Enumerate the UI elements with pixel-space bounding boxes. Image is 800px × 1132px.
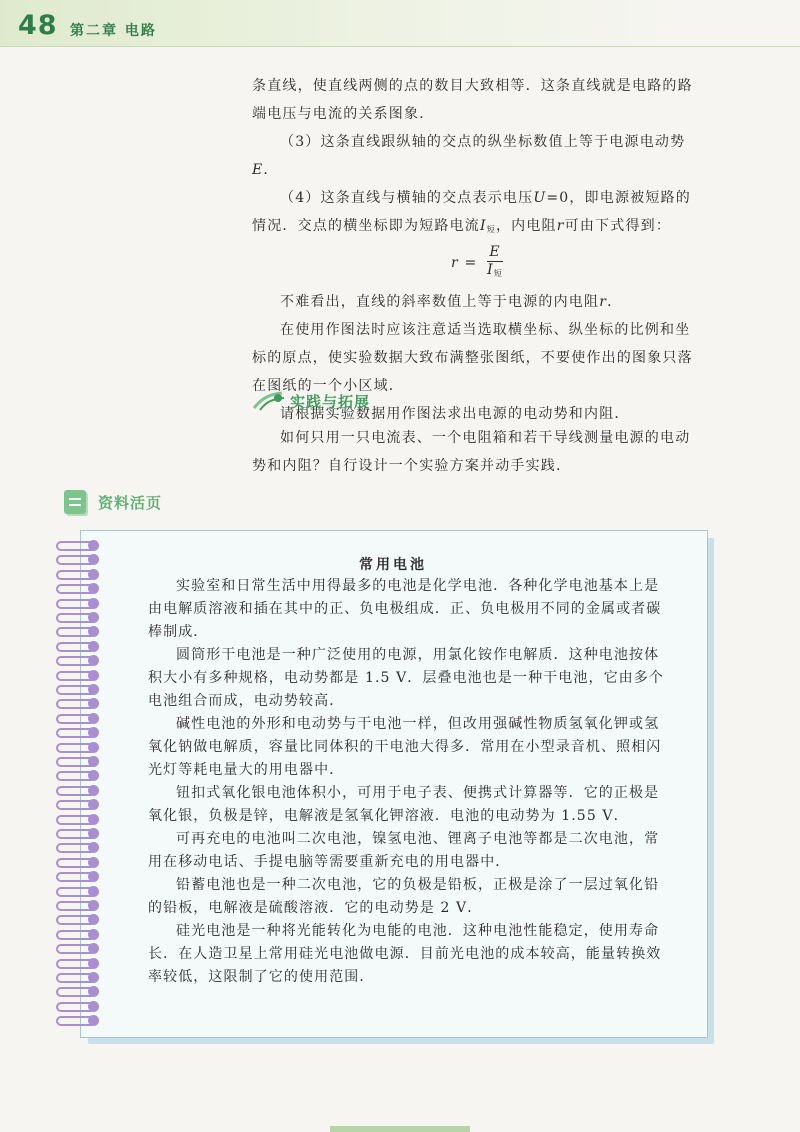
symbol-u: U <box>533 190 547 206</box>
spiral-ring <box>54 770 100 782</box>
page-number: 48 <box>18 10 58 41</box>
text-span: （4）这条直线与横轴的交点表示电压 <box>280 190 534 206</box>
practice-header <box>252 388 370 414</box>
spiral-ring <box>54 958 100 970</box>
den-symbol: I <box>487 262 494 278</box>
note-paragraph: 实验室和日常生活中用得最多的电池是化学电池．各种化学电池基本上是由电解质溶液和插在其中的正、负电极组成．正、负电极用不同的金属或者碳棒制成． <box>148 578 662 640</box>
note-paragraph: 碱性电池的外形和电动势与干电池一样，但改用强碱性物质氢氧化钾或氢氧化钠做电解质，容量比同体积的干电池大得多．常用在小型录音机、照相闪光灯等耗电量大的用电器中． <box>148 716 662 778</box>
note-paragraph: 硅光电池是一种将光能转化为电能的电池．这种电池性能稳定，使用寿命长．在人造卫星上常用硅光电池做电源．目前光电池的成本较高，能量转换效率较低，这限制了它的使用范围． <box>148 923 662 985</box>
spiral-ring <box>54 727 100 739</box>
practice-title: 实践与拓展 <box>290 392 371 411</box>
practice-paragraph: 如何只用一只电流表、一个电阻箱和若干导线测量电源的电动势和内阻？自行设计一个实验方案并动手实践． <box>252 430 691 474</box>
formula-fraction <box>487 244 503 282</box>
symbol-e: E <box>252 162 264 178</box>
spiral-ring <box>54 655 100 667</box>
spiral-ring <box>54 972 100 984</box>
spiral-ring <box>54 828 100 840</box>
page-header <box>0 0 800 47</box>
spiral-ring <box>54 598 100 610</box>
note-paragraph: 可再充电的电池叫二次电池，镍氢电池、锂离子电池等都是二次电池，常用在移动电话、手提电脑等需要重新充电的用电器中． <box>148 831 660 870</box>
main-text <box>252 72 702 428</box>
spiral-ring <box>54 742 100 754</box>
paragraph-1: 条直线，使直线两侧的点的数目大致相等．这条直线就是电路的路端电压与电流的关系图象． <box>252 78 693 122</box>
text-span: ． <box>607 294 623 310</box>
spiral-ring <box>54 886 100 898</box>
spiral-ring <box>54 698 100 710</box>
paragraph-4 <box>252 288 702 316</box>
note-paragraph: 钮扣式氧化银电池体积小，可用于电子表、便携式计算器等．它的正极是氧化银，负极是锌，电解液是氢氧化钾溶液．电池的电动势为 1.55 V． <box>148 785 660 824</box>
subscript: 短 <box>486 225 496 234</box>
symbol-r: r <box>599 294 608 310</box>
spiral-ring <box>54 641 100 653</box>
formula-denominator <box>487 262 503 282</box>
spiral-binding <box>54 540 100 1030</box>
spiral-ring <box>54 943 100 955</box>
spiral-ring <box>54 857 100 869</box>
spiral-ring <box>54 583 100 595</box>
info-header <box>64 490 162 514</box>
text-span: =0，即电源被短路的情况．交点的横坐标即为短路电流 <box>252 190 691 234</box>
note-paragraph: 圆筒形干电池是一种广泛使用的电源，用氯化铵作电解质．这种电池按体积大小有多种规格，电动势都是 1.5 V．层叠电池也是一种干电池，它由多个电池组合而成，电动势较高． <box>148 647 664 709</box>
formula <box>252 244 702 288</box>
spiral-ring <box>54 756 100 768</box>
note-paragraph: 铅蓄电池也是一种二次电池，它的负极是铅板，正极是涂了一层过氧化铅的铅板，电解液是硫酸溶液．它的电动势是 2 V． <box>148 877 660 916</box>
symbol-r: r <box>556 218 565 234</box>
paragraph-6: 请根据实验数据用作图法求出电源的电动势和内阻． <box>280 406 630 422</box>
practice-icon <box>252 390 286 412</box>
spiral-ring <box>54 842 100 854</box>
info-title: 资料活页 <box>98 493 163 512</box>
spiral-ring <box>54 713 100 725</box>
spiral-ring <box>54 670 100 682</box>
text-span: （3）这条直线跟纵轴的交点的纵坐标数值上等于电源电动势 <box>280 134 686 150</box>
spiral-ring <box>54 929 100 941</box>
spiral-ring <box>54 540 100 552</box>
note-body <box>148 575 666 989</box>
spiral-ring <box>54 799 100 811</box>
spiral-ring <box>54 1001 100 1013</box>
symbol-i: I <box>480 218 487 234</box>
formula-numerator: E <box>487 244 503 262</box>
text-span: ，内电阻 <box>495 218 557 234</box>
text-span: 不难看出，直线的斜率数值上等于电源的内电阻 <box>280 294 600 310</box>
spiral-ring <box>54 684 100 696</box>
formula-lhs: r = <box>450 255 478 271</box>
paragraph-2 <box>252 128 702 184</box>
spiral-ring <box>54 785 100 797</box>
spiral-ring <box>54 612 100 624</box>
spiral-ring <box>54 814 100 826</box>
den-subscript: 短 <box>493 269 504 278</box>
bottom-strip <box>330 1126 470 1132</box>
chapter-title: 第二章 电路 <box>70 23 157 39</box>
spiral-ring <box>54 900 100 912</box>
note-heading: 常用电池 <box>359 557 427 573</box>
spiral-ring <box>54 871 100 883</box>
text-span: 可由下式得到： <box>564 218 672 234</box>
paragraph-5: 在使用作图法时应该注意适当选取横坐标、纵坐标的比例和坐标的原点，使实验数据大致布满整张图纸，不要使作出的图象只落在图纸的一个小区域． <box>252 322 693 394</box>
spiral-ring <box>54 986 100 998</box>
paragraph-3 <box>252 184 702 244</box>
text-span: ． <box>263 162 279 178</box>
practice-text <box>252 424 702 480</box>
spiral-ring <box>54 914 100 926</box>
spiral-ring <box>54 626 100 638</box>
spiral-ring <box>54 1015 100 1027</box>
notebook-icon <box>64 490 86 514</box>
